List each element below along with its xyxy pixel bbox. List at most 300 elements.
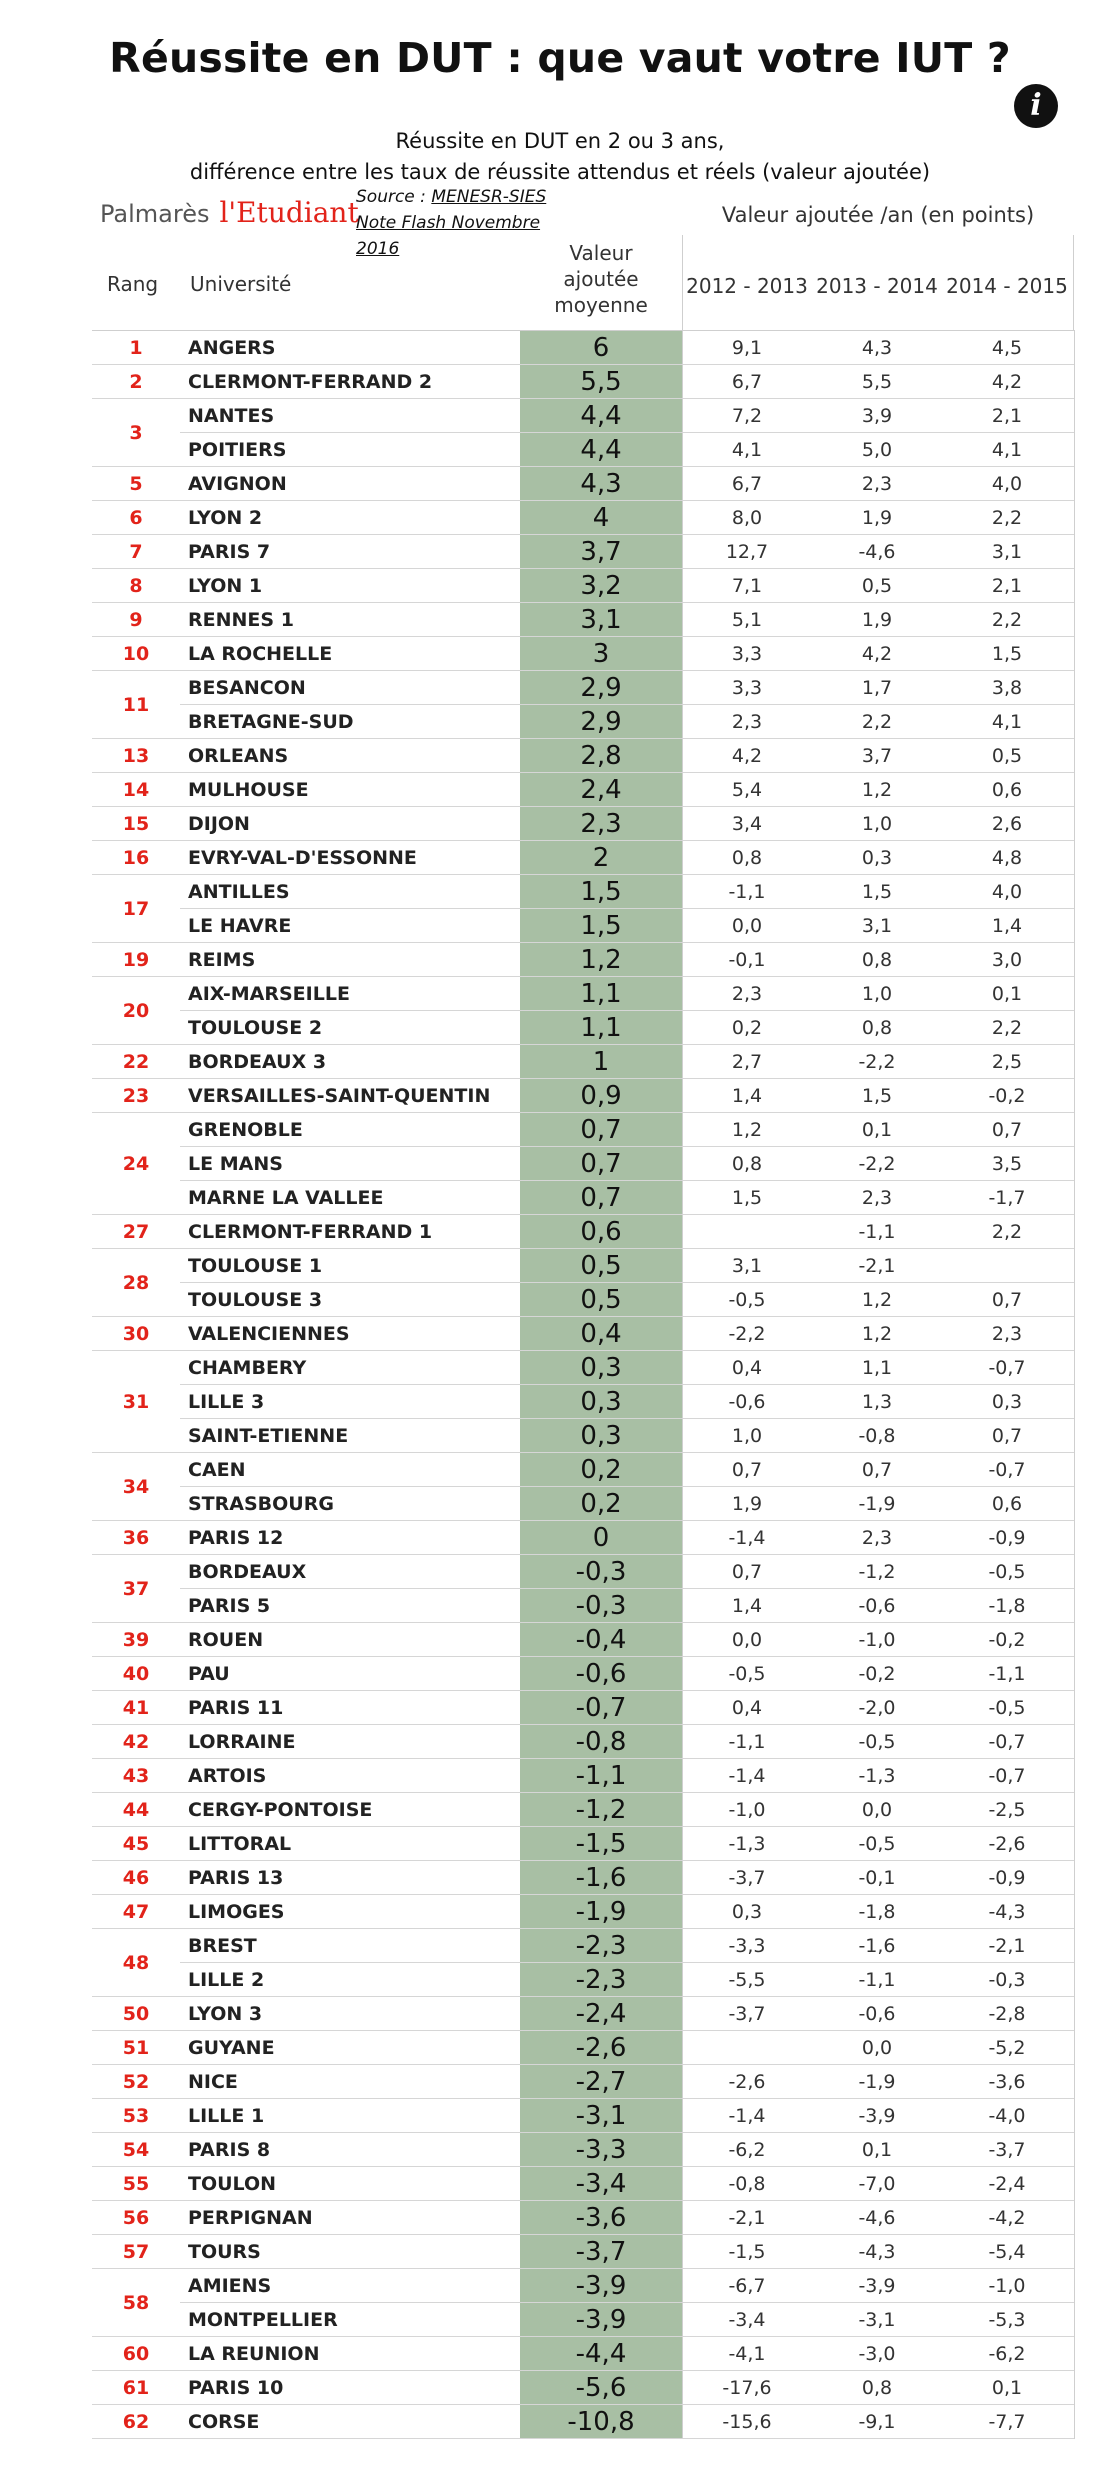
column-divider [682,841,683,875]
year-value-y1: -2,2 [728,1323,766,1345]
table-row [92,603,1074,637]
column-divider [682,2065,683,2099]
university-name: CERGY-PONTOISE [188,1799,373,1821]
column-divider [682,671,683,705]
university-name: GUYANE [188,2037,275,2059]
year-value-y3: 0,6 [991,779,1023,801]
year-value-y3: -0,2 [988,1629,1026,1651]
average-value-cell: 1,5 [520,909,682,943]
column-divider [682,739,683,773]
column-divider [682,1929,683,1963]
column-divider [682,875,683,909]
university-name: LILLE 2 [188,1969,265,1991]
rank-number: 55 [122,2173,150,2195]
table-row [92,1079,1074,1113]
average-value-cell: 2,8 [520,739,682,773]
table-row [92,1351,1074,1385]
university-name: MARNE LA VALLEE [188,1187,384,1209]
university-name: PARIS 12 [188,1527,284,1549]
university-name: LE MANS [188,1153,283,1175]
column-divider [682,1521,683,1555]
year-value-y3: 4,0 [991,881,1023,903]
table-row [92,1011,1074,1045]
university-name: NANTES [188,405,275,427]
column-divider [682,1657,683,1691]
year-value-y2: 5,0 [861,439,893,461]
average-value-cell: 1 [520,1045,682,1079]
year-value-y2: 2,3 [861,1187,893,1209]
table-row [92,1317,1074,1351]
column-divider [682,1555,683,1589]
table-row [92,1895,1074,1929]
column-divider [682,1215,683,1249]
column-divider [682,2371,683,2405]
university-name: DIJON [188,813,250,835]
source-note-line2[interactable]: 2016 [356,239,400,259]
year-value-y2: 0,8 [861,2377,893,2399]
year-value-y2: 1,0 [861,813,893,835]
average-value-cell: -5,6 [520,2371,682,2405]
average-value-cell: -3,6 [520,2201,682,2235]
average-value-cell: -0,6 [520,1657,682,1691]
year-value-y2: -0,1 [858,1867,896,1889]
table-row [92,1725,1074,1759]
year-value-y2: -3,9 [858,2275,896,2297]
university-name: POITIERS [188,439,287,461]
table-row [92,807,1074,841]
rank-number: 62 [122,2411,150,2433]
year-value-y1: 12,7 [725,541,769,563]
column-divider [682,1827,683,1861]
average-value-cell: 0 [520,1521,682,1555]
year-value-y3: 3,8 [991,677,1023,699]
column-divider [682,467,683,501]
column-divider [682,2201,683,2235]
university-name: LYON 3 [188,2003,263,2025]
year-value-y3: 1,5 [991,643,1023,665]
table-row [92,1759,1074,1793]
year-value-y3: -4,2 [988,2207,1026,2229]
rank-number: 16 [122,847,150,869]
year-value-y2: -0,5 [858,1833,896,1855]
university-name: PARIS 10 [188,2377,284,2399]
column-divider [682,807,683,841]
average-value-cell: -2,3 [520,1929,682,1963]
average-value-cell: 4,4 [520,399,682,433]
table-row [92,1623,1074,1657]
average-value-cell: -1,2 [520,1793,682,1827]
rank-number: 54 [122,2139,150,2161]
year-value-y1: -0,1 [728,949,766,971]
year-value-y2: -1,9 [858,1493,896,1515]
average-value-cell: 2,3 [520,807,682,841]
year-value-y1: 1,2 [731,1119,763,1141]
year-value-y3: 0,3 [991,1391,1023,1413]
info-icon[interactable]: i [1014,84,1058,128]
university-name: LITTORAL [188,1833,292,1855]
year-value-y3: 0,7 [991,1425,1023,1447]
column-divider [682,1997,683,2031]
column-divider [682,943,683,977]
header-year-2013-2014: 2013 - 2014 [816,274,938,298]
year-value-y3: -1,7 [988,1187,1026,1209]
university-name: ANGERS [188,337,276,359]
rank-number: 17 [122,898,150,920]
logo-palmares: Palmarès [100,200,210,228]
rank-number: 8 [129,575,143,597]
column-divider [682,1181,683,1215]
year-value-y2: 1,0 [861,983,893,1005]
university-name: CHAMBERY [188,1357,307,1379]
table-row [92,2133,1074,2167]
year-value-y2: 5,5 [861,371,893,393]
average-value-cell: -10,8 [520,2405,682,2439]
rank-number: 43 [122,1765,150,1787]
rank-number: 22 [122,1051,150,1073]
rank-number: 57 [122,2241,150,2263]
column-divider [682,1793,683,1827]
year-value-y1: 9,1 [731,337,763,359]
table-row [92,1793,1074,1827]
university-name: BESANCON [188,677,306,699]
column-divider [682,2269,683,2303]
year-value-y3: 4,2 [991,371,1023,393]
year-value-y3: -3,7 [988,2139,1026,2161]
table-row [92,2099,1074,2133]
column-divider [682,1623,683,1657]
average-value-cell: -1,5 [520,1827,682,1861]
university-name: LIMOGES [188,1901,285,1923]
year-value-y2: 1,9 [861,609,893,631]
university-name: CAEN [188,1459,246,1481]
rank-number: 51 [122,2037,150,2059]
rank-number: 34 [122,1476,150,1498]
university-name: TOURS [188,2241,261,2263]
year-value-y2: 0,8 [861,1017,893,1039]
year-value-y1: 7,2 [731,405,763,427]
year-value-y1: -3,3 [728,1935,766,1957]
university-name: SAINT-ETIENNE [188,1425,349,1447]
rank-number: 15 [122,813,150,835]
rank-number: 24 [122,1153,150,1175]
average-value-cell: 2 [520,841,682,875]
average-value-cell: -0,4 [520,1623,682,1657]
table-row [92,977,1074,1011]
year-value-y2: -1,6 [858,1935,896,1957]
year-value-y2: 1,2 [861,1323,893,1345]
column-divider [682,1385,683,1419]
column-divider [682,909,683,943]
header-university: Université [190,272,292,296]
university-name: CLERMONT-FERRAND 2 [188,371,433,393]
university-name: VALENCIENNES [188,1323,350,1345]
source-note [356,184,546,262]
year-value-y2: -0,6 [858,2003,896,2025]
column-divider [682,603,683,637]
column-divider [682,1079,683,1113]
year-value-y1: -1,4 [728,2105,766,2127]
year-value-y2: 1,2 [861,1289,893,1311]
year-value-y3: -0,9 [988,1867,1026,1889]
table-row [92,1963,1074,1997]
year-value-y2: 3,9 [861,405,893,427]
year-value-y1: 1,4 [731,1085,763,1107]
year-value-y1: 0,4 [731,1697,763,1719]
year-value-y2: 0,1 [861,1119,893,1141]
year-value-y2: -3,0 [858,2343,896,2365]
year-value-y3: -4,3 [988,1901,1026,1923]
table-row [92,1929,1074,1963]
year-value-y3: -6,2 [988,2343,1026,2365]
university-name: LYON 2 [188,507,263,529]
year-value-y1: 5,1 [731,609,763,631]
year-value-y1: 1,5 [731,1187,763,1209]
year-value-y1: -1,5 [728,2241,766,2263]
year-value-y3: -0,2 [988,1085,1026,1107]
rank-number: 10 [122,643,150,665]
header-year-2012-2013: 2012 - 2013 [686,274,808,298]
year-value-y3: -0,5 [988,1561,1026,1583]
page-title: Réussite en DUT : que vaut votre IUT ? [109,34,1011,82]
rank-number: 46 [122,1867,150,1889]
year-value-y3: 2,2 [991,609,1023,631]
column-divider [682,773,683,807]
year-value-y2: -3,9 [858,2105,896,2127]
average-value-cell: 0,7 [520,1181,682,1215]
university-name: PARIS 7 [188,541,271,563]
year-value-y2: -4,6 [858,2207,896,2229]
year-value-y1: -2,1 [728,2207,766,2229]
table-row [92,1589,1074,1623]
year-value-y2: 1,5 [861,881,893,903]
average-value-cell: 0,2 [520,1487,682,1521]
average-value-cell: 6 [520,331,682,365]
average-value-cell: -0,3 [520,1589,682,1623]
average-value-cell: 0,3 [520,1419,682,1453]
year-value-y1: -1,1 [728,1731,766,1753]
average-value-cell: -2,7 [520,2065,682,2099]
year-value-y1: 4,1 [731,439,763,461]
rank-number: 48 [122,1952,150,1974]
university-name: ORLEANS [188,745,289,767]
table-row [92,535,1074,569]
average-value-cell: 0,5 [520,1249,682,1283]
year-value-y1: 0,4 [731,1357,763,1379]
average-value-cell: 1,1 [520,977,682,1011]
table-row [92,1283,1074,1317]
year-value-y1: 7,1 [731,575,763,597]
table-row [92,1045,1074,1079]
column-divider [682,1487,683,1521]
source-note-line1[interactable]: Note Flash Novembre [356,213,541,233]
column-divider [682,2405,683,2439]
table-row [92,2065,1074,2099]
average-value-cell: -0,7 [520,1691,682,1725]
university-name: PAU [188,1663,230,1685]
table-row [92,365,1074,399]
year-value-y3: 2,1 [991,575,1023,597]
table-row [92,1113,1074,1147]
year-value-y3: 3,0 [991,949,1023,971]
university-name: LORRAINE [188,1731,296,1753]
rank-number: 30 [122,1323,150,1345]
year-value-y3: -0,9 [988,1527,1026,1549]
average-value-cell: -1,1 [520,1759,682,1793]
table-row [92,2167,1074,2201]
column-divider [682,331,683,365]
header-average [520,240,682,318]
year-value-y3: 2,2 [991,1017,1023,1039]
year-value-y1: -17,6 [722,2377,772,2399]
year-value-y3: 4,5 [991,337,1023,359]
average-value-cell: -2,6 [520,2031,682,2065]
rank-number: 3 [129,422,143,444]
column-divider [682,1691,683,1725]
year-value-y1: -6,7 [728,2275,766,2297]
year-value-y3: 1,4 [991,915,1023,937]
year-value-y2: 0,0 [861,2037,893,2059]
column-divider [682,1589,683,1623]
year-value-y3: 0,5 [991,745,1023,767]
year-value-y3: 2,2 [991,507,1023,529]
header-year-2014-2015: 2014 - 2015 [946,274,1068,298]
year-value-y1 [682,1215,812,1249]
year-value-y1: -1,3 [728,1833,766,1855]
year-value-y3: 2,5 [991,1051,1023,1073]
year-value-y3: -1,0 [988,2275,1026,2297]
year-value-y3: -3,6 [988,2071,1026,2093]
year-value-y3: -7,7 [988,2411,1026,2433]
average-value-cell: 3,7 [520,535,682,569]
column-divider [682,977,683,1011]
average-value-cell: 2,4 [520,773,682,807]
table-row [92,1453,1074,1487]
year-value-y1: 2,7 [731,1051,763,1073]
year-value-y1: 6,7 [731,371,763,393]
rank-number: 31 [122,1391,150,1413]
average-value-cell: 4,3 [520,467,682,501]
table-row [92,433,1074,467]
column-divider [682,1963,683,1997]
table-row [92,399,1074,433]
ranking-table [92,330,1075,2439]
average-value-cell: 0,7 [520,1147,682,1181]
rank-number: 6 [129,507,143,529]
table-row [92,1419,1074,1453]
year-value-y2: -0,5 [858,1731,896,1753]
average-value-cell: 0,4 [520,1317,682,1351]
table-row [92,2405,1074,2439]
year-value-y3: 4,0 [991,473,1023,495]
university-name: LA ROCHELLE [188,643,333,665]
table-row [92,2201,1074,2235]
rank-number: 5 [129,473,143,495]
year-value-y1: -4,1 [728,2343,766,2365]
average-value-cell: -3,9 [520,2303,682,2337]
average-value-cell: 3 [520,637,682,671]
rank-number: 20 [122,1000,150,1022]
year-value-y3: -0,7 [988,1765,1026,1787]
year-value-y2: -1,1 [858,1221,896,1243]
year-value-y1: 0,0 [731,1629,763,1651]
column-divider [682,399,683,433]
average-value-cell: 0,9 [520,1079,682,1113]
year-value-y1: -3,7 [728,2003,766,2025]
rank-number: 37 [122,1578,150,1600]
header-rank: Rang [107,272,159,296]
year-value-y1: 2,3 [731,711,763,733]
table-row [92,909,1074,943]
year-value-y1: 4,2 [731,745,763,767]
year-value-y2: 1,1 [861,1357,893,1379]
year-value-y3: 2,2 [991,1221,1023,1243]
year-value-y1: 3,4 [731,813,763,835]
year-value-y1: -0,6 [728,1391,766,1413]
average-value-cell: -3,3 [520,2133,682,2167]
table-row [92,1657,1074,1691]
year-value-y3: -5,2 [988,2037,1026,2059]
year-value-y3: 4,1 [991,439,1023,461]
average-value-cell: -0,8 [520,1725,682,1759]
year-value-y2: 2,3 [861,473,893,495]
source-org-link[interactable]: MENESR-SIES [431,187,547,207]
column-divider [682,1861,683,1895]
column-divider [682,1453,683,1487]
rank-number: 40 [122,1663,150,1685]
average-value-cell: 0,7 [520,1113,682,1147]
year-value-y3: -2,4 [988,2173,1026,2195]
rank-number: 41 [122,1697,150,1719]
year-value-y3: 0,6 [991,1493,1023,1515]
year-value-y2: 1,2 [861,779,893,801]
rank-number: 45 [122,1833,150,1855]
year-value-y3: 4,1 [991,711,1023,733]
table-row [92,467,1074,501]
university-name: MONTPELLIER [188,2309,338,2331]
column-divider [682,433,683,467]
column-divider [682,2337,683,2371]
source-label: Source : [356,187,426,207]
year-value-y3: 2,1 [991,405,1023,427]
university-name: AIX-MARSEILLE [188,983,350,1005]
table-row [92,943,1074,977]
average-value-cell: 1,1 [520,1011,682,1045]
year-value-y2: 2,2 [861,711,893,733]
year-value-y3: -2,6 [988,1833,1026,1855]
university-name: MULHOUSE [188,779,309,801]
university-name: LA REUNION [188,2343,320,2365]
table-row [92,637,1074,671]
university-name: PARIS 13 [188,1867,284,1889]
university-name: BRETAGNE-SUD [188,711,354,733]
year-value-y3: -1,1 [988,1663,1026,1685]
year-value-y1 [682,2031,812,2065]
university-name: CORSE [188,2411,260,2433]
column-divider [682,569,683,603]
table-row [92,1385,1074,1419]
column-divider [682,2235,683,2269]
average-value-cell: 0,3 [520,1385,682,1419]
average-value-cell: 5,5 [520,365,682,399]
rank-number: 9 [129,609,143,631]
header-average-line2: ajoutée [563,267,639,291]
year-value-y1: -1,4 [728,1527,766,1549]
column-divider [682,2031,683,2065]
university-name: ROUEN [188,1629,264,1651]
university-name: LILLE 3 [188,1391,265,1413]
column-divider [682,2099,683,2133]
table-row [92,1997,1074,2031]
